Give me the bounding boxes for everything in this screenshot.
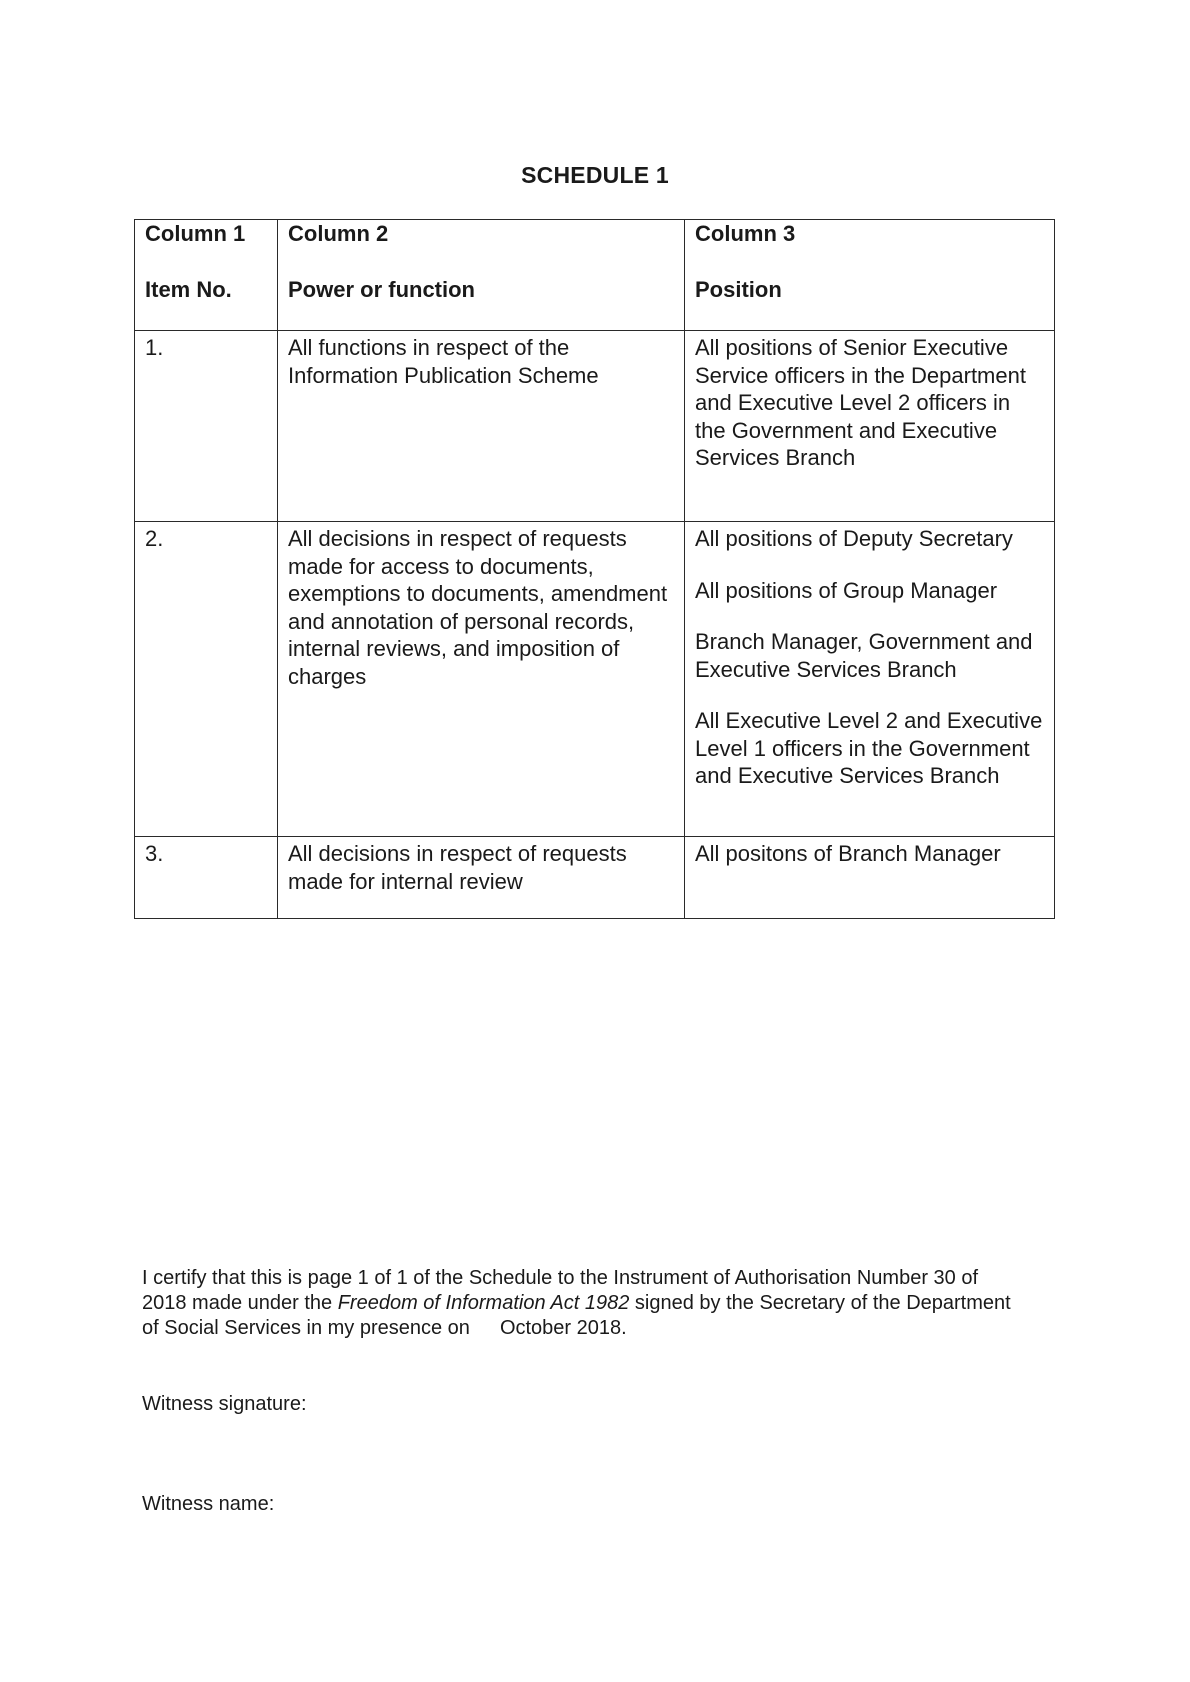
column-3-title: Column 3 (695, 221, 796, 246)
table-row (135, 331, 1055, 522)
column-3-header (685, 220, 1055, 331)
item-number-cell: 1. (135, 331, 278, 522)
power-function-cell: All functions in respect of the Information Publication Scheme (278, 331, 685, 522)
witness-signature-label: Witness signature: (142, 1393, 307, 1415)
power-function-cell: All decisions in respect of requests made for internal review (278, 837, 685, 919)
table-header-row (135, 220, 1055, 331)
position-entry: All positions of Senior Executive Service officers in the Department and Executive Level 2 officers in the Government and Executive Services Branch (695, 335, 1026, 470)
witness-name-label: Witness name: (142, 1493, 275, 1515)
page-title: SCHEDULE 1 (521, 162, 669, 188)
position-entry: All positons of Branch Manager (695, 841, 1001, 866)
column-1-title: Column 1 (145, 221, 246, 246)
position-entry: All positions of Group Manager (695, 577, 998, 603)
column-2-title: Column 2 (288, 221, 389, 246)
column-1-header (135, 220, 278, 331)
item-number-cell: 3. (135, 837, 278, 919)
statute-name: Freedom of Information Act 1982 (337, 1292, 630, 1314)
certification-text-part1: I certify that this is page 1 of 1 of the Schedule to the Instrument of Authorisation Number 30 of 2018 made under the (142, 1267, 979, 1314)
column-2-header (278, 220, 685, 331)
certification-statement (142, 1266, 1022, 1341)
position-entry: All positions of Deputy Secretary (695, 526, 1013, 551)
position-cell (685, 837, 1055, 919)
position-cell (685, 522, 1055, 837)
position-entry: Branch Manager, Government and Executive Services Branch (695, 629, 1033, 682)
item-number-cell: 2. (135, 522, 278, 837)
certification-date: October 2018. (499, 1317, 627, 1339)
column-2-subtitle: Power or function (288, 276, 475, 302)
table-row (135, 837, 1055, 919)
power-function-cell: All decisions in respect of requests made for access to documents, exemptions to documents, amendment and annotation of personal records, internal reviews, and imposition of charges (278, 522, 685, 837)
position-cell (685, 331, 1055, 522)
position-entry: All Executive Level 2 and Executive Level 1 officers in the Government and Executive Services Branch (695, 708, 1043, 788)
column-1-subtitle: Item No. (145, 276, 232, 302)
certification-text-part2: signed by the Secretary of the Department of Social Services in my presence on (142, 1292, 1011, 1339)
schedule-table (134, 219, 1055, 919)
table-row (135, 522, 1055, 837)
column-3-subtitle: Position (695, 276, 782, 302)
